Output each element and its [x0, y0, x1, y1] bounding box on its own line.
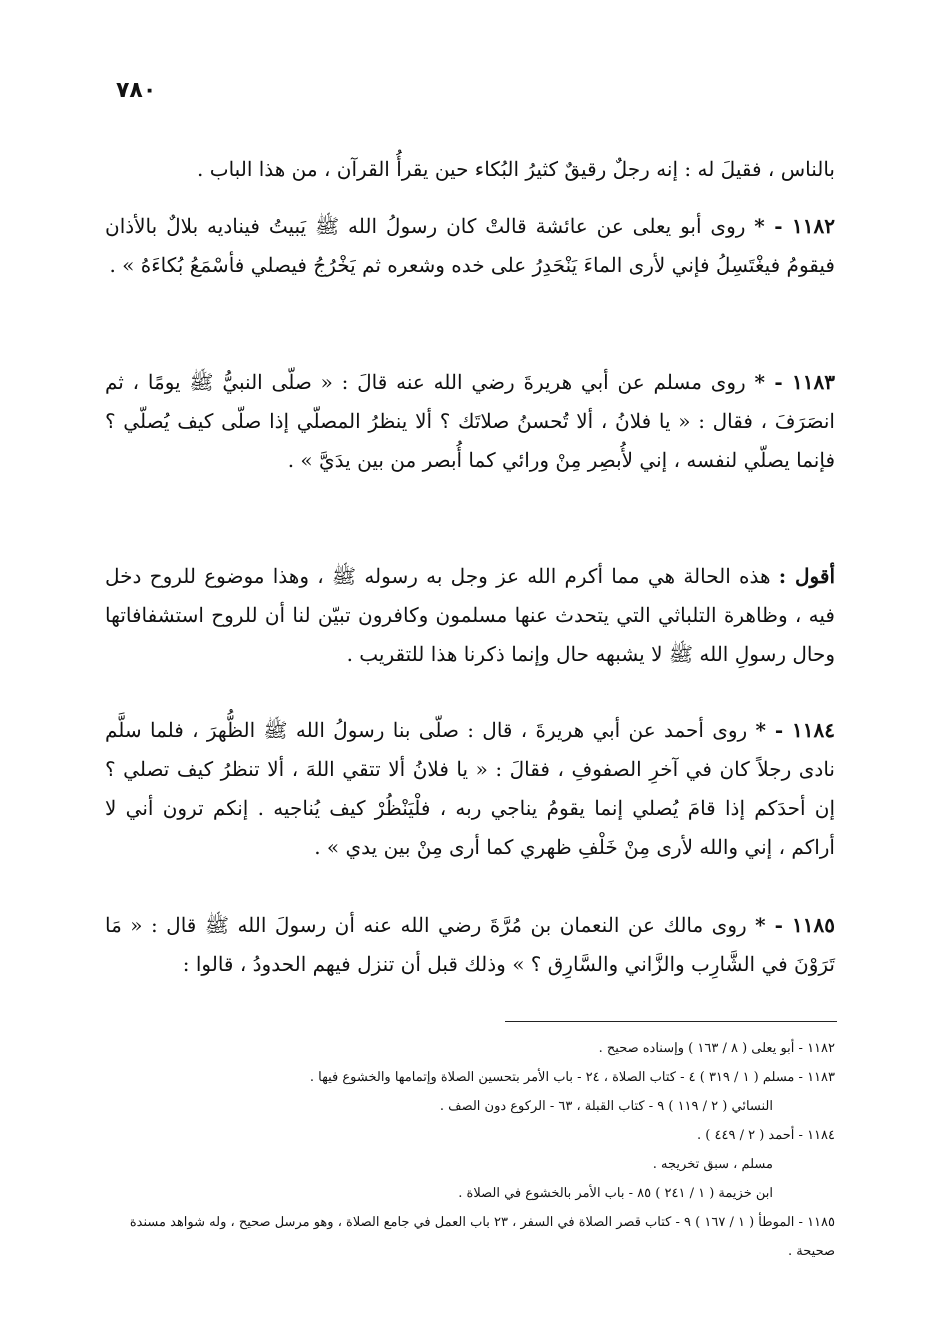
hadith-text: روى مالك عن النعمان بن مُرَّةَ رضي الله عنه أن رسولَ الله ﷺ قال : « مَا تَرَوْنَ في الشَّارِب والزَّاني والسَّارِق ؟ » وذلك قبل أن تنزل فيهم الحدودُ ، قالوا :: [105, 913, 835, 976]
footnote-line: ١١٨٤ - أحمد ( ٢ / ٤٤٩ ) .: [697, 1128, 835, 1143]
footnote-subline: النسائي ( ٢ / ١١٩ ) ٩ - كتاب القبلة ، ٦٣ - الركوع دون الصف .: [439, 1099, 773, 1114]
hadith-1184-paragraph: [105, 711, 835, 867]
hadith-number: ١١٨٣ - *: [754, 370, 836, 394]
hadith-1183-paragraph: [105, 363, 835, 480]
intro-paragraph: [105, 150, 835, 189]
hadith-text: روى أبو يعلى عن عائشة قالتْ كان رسولُ الله ﷺ يَبيتُ فيناديه بلالٌ بالأذان فيقومُ فيغْتَسِلُ فإني لأرى الماءَ يَنْحَدِرُ على خده وشعره ثم يَخْرُجُ فيصلي فأسْمَعُ بُكاءَهُ » .: [105, 214, 835, 277]
hadith-1182-paragraph: [105, 207, 835, 285]
hadith-number: ١١٨٤ - *: [755, 718, 836, 742]
hadith-number: ١١٨٢ - *: [754, 214, 835, 238]
page-number: ٧٨٠: [116, 78, 157, 103]
footnotes: [105, 1034, 835, 1266]
hadith-text: روى أحمد عن أبي هريرةَ ، قال : صلّى بنا رسولُ الله ﷺ الظُّهرَ ، فلما سلَّم نادى رجلاً كان في آخرِ الصفوفِ ، فقالَ : « يا فلانُ ألا تتقي اللهَ ، ألا تنظرُ كيف تصلي ؟ إن أحدَكم إذا قامَ يُصلي إنما يقومُ يناجي ربه ، فلْيَنْظُرْ كيف يُناجيه . إنكم ترون أني لا أراكم ، إني والله لأرى مِنْ خَلْفِ ظهري كما أرى مِنْ بين يدي » .: [105, 718, 835, 859]
hadith-1185-paragraph: [105, 906, 835, 984]
commentary-label: أقول :: [778, 564, 836, 588]
intro-text: بالناس ، فقيلَ له : إنه رجلٌ رقيقٌ كثيرُ البُكاء حين يقرأُ القرآن ، من هذا الباب .: [197, 157, 835, 181]
footnote-subline: مسلم ، سبق تخريجه .: [652, 1157, 773, 1172]
footnote-line: ١١٨٥ - الموطأ ( ١ / ١٦٧ ) ٩ - كتاب قصر الصلاة في السفر ، ٢٣ باب العمل في جامع الصلاة ، وهو مرسل صحيح ، وله شواهد مسندة صحيحة .: [129, 1215, 835, 1259]
footnote-subline: ابن خزيمة ( ١ / ٢٤١ ) ٨٥ - باب الأمر بالخشوع في الصلاة .: [458, 1186, 773, 1201]
footnote-line: ١١٨٢ - أبو يعلى ( ٨ / ١٦٣ ) وإسناده صحيح .: [598, 1041, 835, 1056]
commentary-paragraph: [105, 557, 835, 674]
hadith-text: روى مسلم عن أبي هريرةَ رضي الله عنه قالَ : « صلّى النبيُّ ﷺ يومًا ، ثم انصَرَفَ ، فقال : « يا فلانُ ، ألا تُحسنُ صلاتَك ؟ ألا ينظرُ المصلّي إذا صلّى كيف يُصلّي ؟ فإنما يصلّي لنفسه ، إني لأُبصِر مِنْ ورائي كما أُبصر من بين يدَيَّ » .: [105, 370, 835, 472]
commentary-text: هذه الحالة هي مما أكرم الله عز وجل به رسوله ﷺ ، وهذا موضوع للروح دخل فيه ، وظاهرة التلباثي التي يتحدث عنها مسلمون وكافرون تبيّن لنا أن للروح استشفافاتها وحال رسولِ الله ﷺ لا يشبهه حال وإنما ذكرنا هذا للتقريب .: [105, 564, 835, 666]
hadith-number: ١١٨٥ - *: [755, 913, 835, 937]
footnote-line: ١١٨٣ - مسلم ( ١ / ٣١٩ ) ٤ - كتاب الصلاة ، ٢٤ - باب الأمر بتحسين الصلاة وإتمامها والخشوع فيها .: [309, 1070, 835, 1085]
footnote-divider: [505, 1021, 837, 1022]
